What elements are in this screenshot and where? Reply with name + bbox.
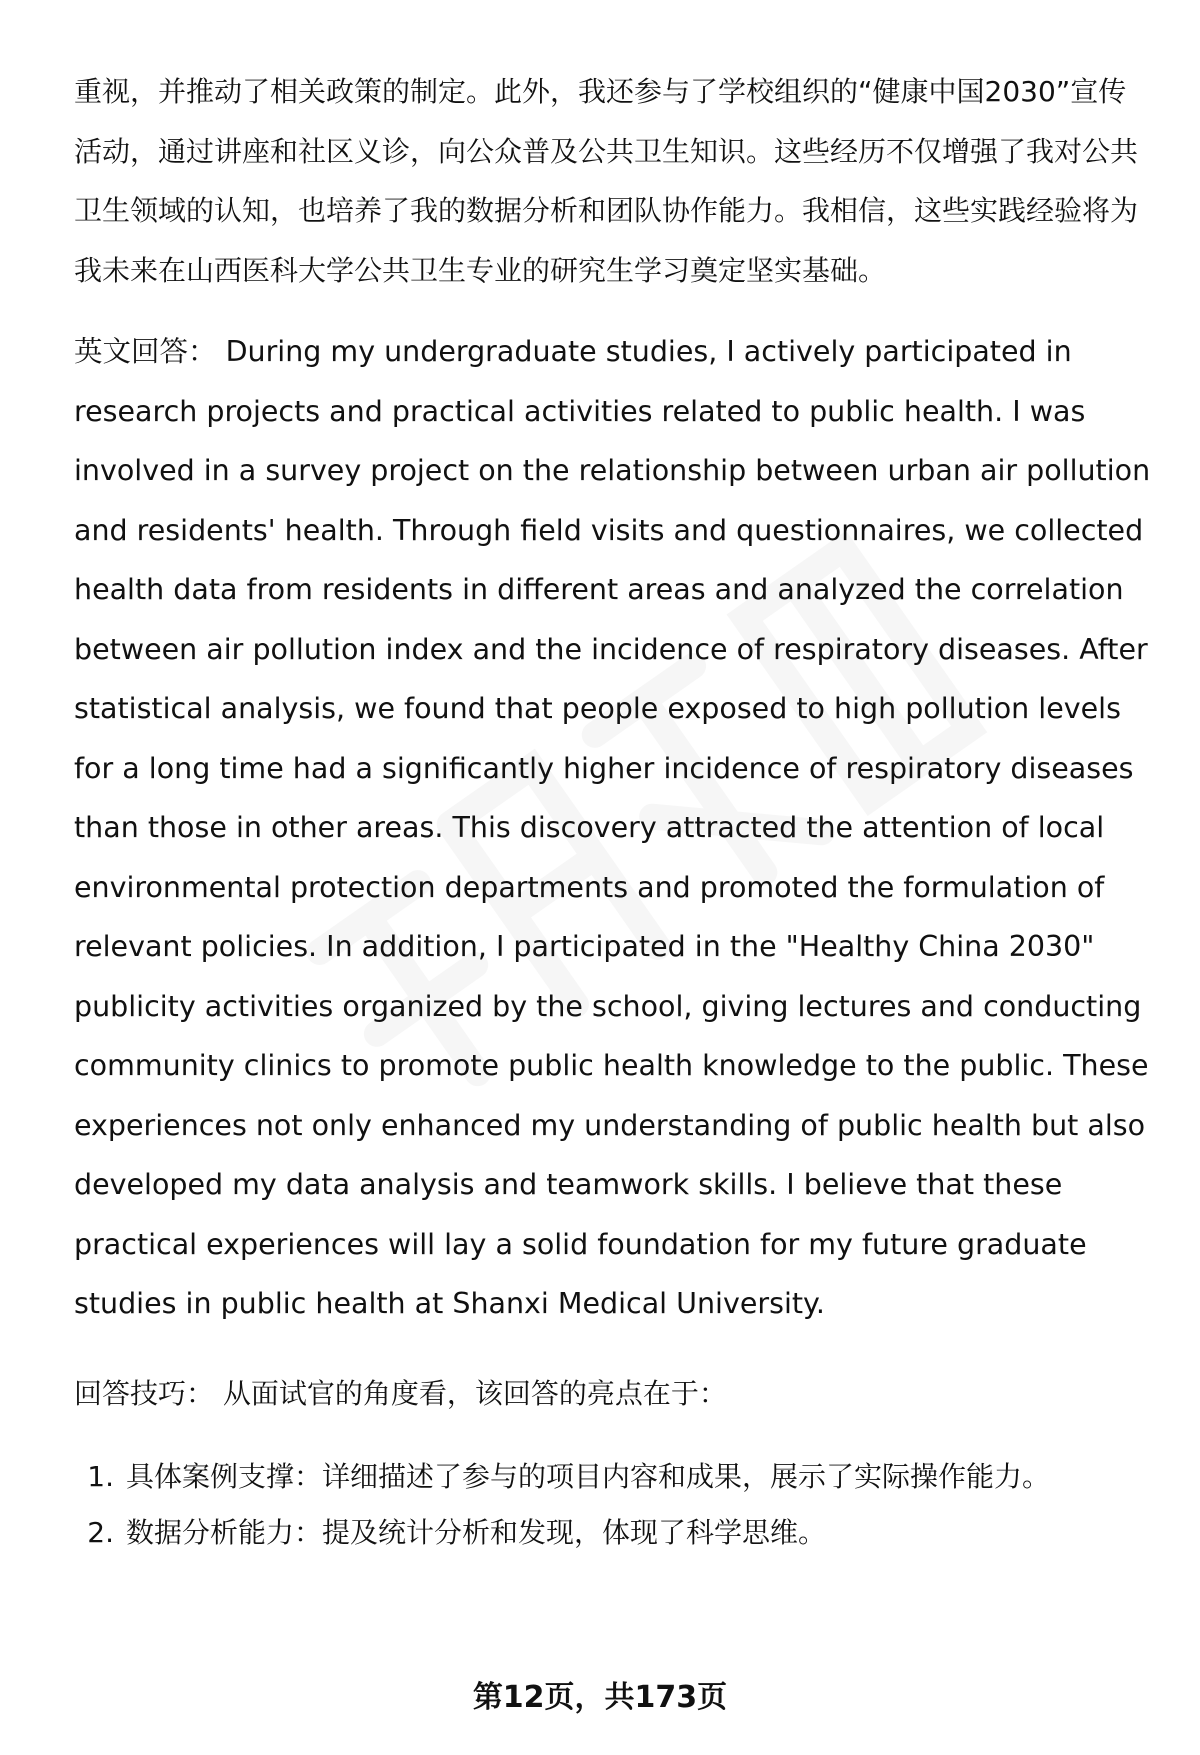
tips-list — [74, 1449, 1154, 1561]
page-number-footer: 第12页，共173页 — [472, 1680, 728, 1715]
answer-tips-paragraph — [74, 1364, 1154, 1424]
chinese-answer-paragraph: 重视，并推动了相关政策的制定。此外，我还参与了学校组织的“健康中国2030”宣传活动，通过讲座和社区义诊，向公众普及公共卫生知识。这些经历不仅增强了我对公共卫生领域的认知，也培养了我的数据分析和团队协作能力。我相信，这些实践经验将为我未来在山西医科大学公共卫生专业的研究生学习奠定坚实基础。 — [74, 75, 1139, 287]
english-answer-label: 英文回答： — [74, 335, 217, 368]
list-item-text: 具体案例支撑：详细描述了参与的项目内容和成果，展示了实际操作能力。 — [126, 1460, 1051, 1493]
english-answer-text: During my undergraduate studies, I actively participated in research projects and practical activities related to public health. I was involved in a survey project on the relationship between urban air pollution and residents' health. Through field visits and questionnaires, we collected health data from residents in different areas and analyzed the correlation between air pollution index and the incidence of respiratory diseases. After statistical analysis, we found that people exposed to high pollution levels for a long time had a significantly higher incidence of respiratory diseases than those in other areas. This discovery attracted the attention of local environmental protection departments and promoted the formulation of relevant policies. In addition, I participated in the "Healthy China 2030" publicity activities organized by the school, giving lectures and conducting community clinics to promote public health knowledge to the public. These experiences not only enhanced my understanding of public health but also developed my data analysis and teamwork skills. I believe that these practical experiences will lay a solid foundation for my future graduate studies in public health at Shanxi Medical University. — [74, 335, 1151, 1320]
list-item — [74, 1449, 1154, 1505]
list-item-number: 2. — [87, 1516, 114, 1549]
answer-tips-label: 回答技巧： — [74, 1376, 215, 1410]
list-item-text: 数据分析能力：提及统计分析和发现，体现了科学思维。 — [126, 1516, 827, 1549]
english-answer-paragraph — [74, 322, 1154, 1334]
answer-tips-text: 从面试官的角度看，该回答的亮点在于： — [222, 1376, 727, 1410]
list-item-number: 1. — [87, 1460, 114, 1493]
list-item — [74, 1505, 1154, 1561]
document-body — [74, 62, 1154, 1561]
